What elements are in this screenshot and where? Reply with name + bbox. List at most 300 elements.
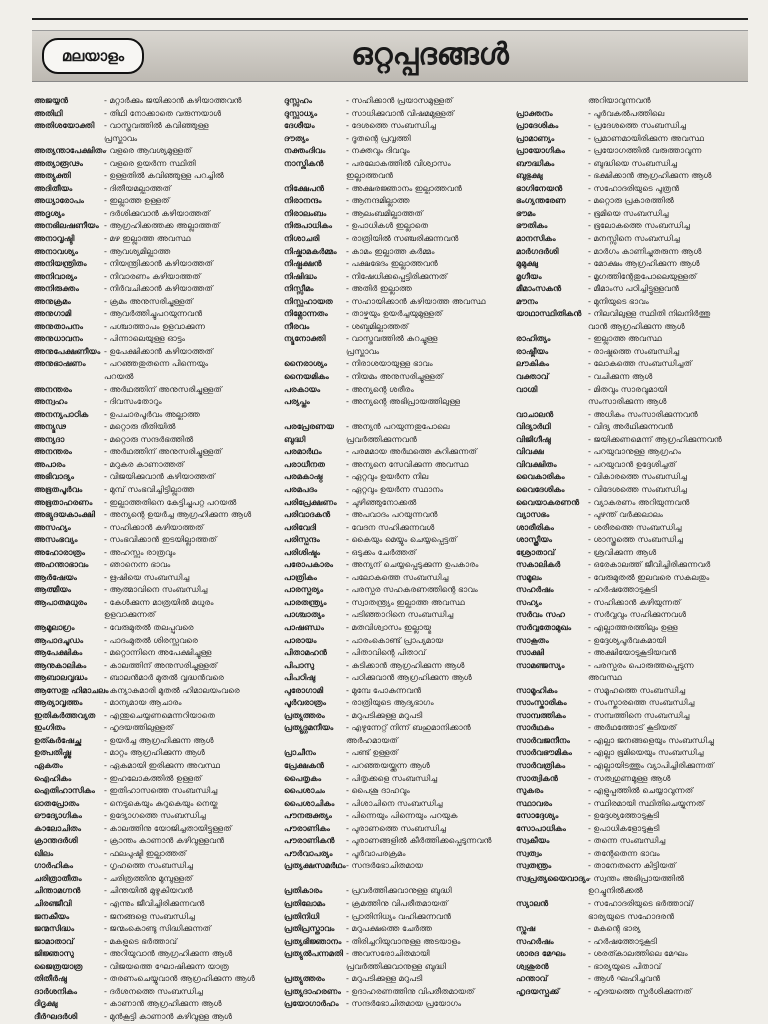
- glossary-entry: [284, 282, 510, 295]
- entry-definition: പറയൽ: [104, 371, 134, 382]
- entry-headword: അഭൂതപൂർവം: [34, 483, 83, 494]
- entry-definition: - പ്രമാണമായിരിക്കുന്ന അവസ്ഥ: [588, 132, 705, 143]
- entry-headword: ഐഹികം: [34, 772, 72, 783]
- entry-headword: ഉത്പതിഷ്ണു: [34, 747, 72, 758]
- glossary-entry: [516, 420, 752, 433]
- entry-headword: നിസ്സഹായത: [284, 295, 333, 306]
- entry-headword: പ്രേക്ഷകൻ: [284, 759, 325, 770]
- glossary-entry: [516, 445, 752, 458]
- glossary-entry: [516, 157, 752, 170]
- entry-definition: - പറഞ്ഞയയ്ക്കുന്ന ആൾ: [346, 759, 430, 770]
- entry-headword: അത്യന്താപേക്ഷിതം: [34, 145, 106, 156]
- glossary-entry: [34, 797, 278, 810]
- glossary-entry: [516, 132, 752, 145]
- entry-definition: - എന്നും ജീവിച്ചിരിക്കുന്നവൻ: [104, 898, 205, 908]
- entry-definition: - സംസ്കാരത്തെ സംബന്ധിച്ച: [588, 697, 695, 708]
- entry-definition: - നിയന്ത്രിക്കാൻ കഴിയാത്തത്: [104, 258, 213, 269]
- entry-headword: പ്രത്യുൽപന്നമതി: [284, 948, 343, 959]
- glossary-entry: [34, 809, 278, 822]
- entry-headword: അഹോരാത്രം: [34, 546, 85, 557]
- glossary-entry: [34, 144, 278, 157]
- entry-headword: ഗാർഹികം: [34, 860, 73, 871]
- glossary-entry: [284, 295, 510, 308]
- entry-definition: - ക്രാന്തം കാണാൻ കഴിവുള്ളവൻ: [104, 835, 225, 846]
- glossary-entry: [284, 107, 510, 120]
- glossary-entry: [34, 784, 278, 797]
- entry-headword: അതിശയോക്തി: [34, 120, 95, 131]
- entry-definition: - ചുഴിഞ്ഞുനോക്കൽ: [346, 496, 417, 507]
- entry-headword: നിസ്സീമം: [284, 283, 314, 294]
- entry-definition: - ചരിത്രത്തിനു മുമ്പുള്ളത്: [104, 872, 193, 883]
- entry-definition: - ദിവസംതോറും: [104, 396, 162, 407]
- entry-definition: - മറുപടിക്കുള്ള മറുപടി: [346, 973, 423, 984]
- entry-headword: ഹൃദയസ്പൃക്ക്: [516, 985, 560, 996]
- entry-definition: - അർഥത്തിന് അനുസരിച്ചുള്ളത്: [104, 446, 222, 457]
- entry-headword: [284, 345, 346, 358]
- glossary-entry: [34, 395, 278, 408]
- glossary-entry: [284, 383, 510, 396]
- entry-headword: സർവം സഹ: [516, 609, 566, 620]
- glossary-entry: [34, 245, 278, 258]
- glossary-entry: [284, 671, 510, 684]
- entry-definition: - ആവർത്തിച്ചുപറയുന്നവൻ: [104, 308, 203, 319]
- glossary-entry: [284, 922, 510, 935]
- entry-definition: - സഹോദരിയുടെ ഭർത്താവ്/: [588, 898, 694, 908]
- entry-definition: പ്രസ്താവം: [346, 345, 380, 356]
- entry-definition: - സംഭവിക്കാൻ ഇടയില്ലാത്തത്: [104, 534, 217, 545]
- entry-headword: സഹർഷം: [516, 584, 554, 595]
- entry-definition: - ഏറ്റവും ഉയർന്ന നില: [346, 471, 429, 482]
- entry-headword: പ്രയോഗാർഹം: [284, 998, 339, 1009]
- glossary-entry: [284, 972, 510, 985]
- entry-definition: - പരസ്പര സഹകരണത്തിന്റെ ഭാവം: [346, 584, 478, 595]
- entry-definition: - ഉള്ളതിൽ കവിഞ്ഞുള്ള പറച്ചിൽ: [104, 170, 224, 181]
- glossary-entry: [516, 872, 752, 885]
- entry-headword: ദുസ്സഹം: [284, 95, 313, 105]
- entry-definition: - കാലത്തിനു യോജിച്ചതായിട്ടുള്ളത്: [104, 822, 232, 833]
- entry-headword: നിരാലംബം: [284, 207, 327, 218]
- entry-headword: അഹന്താഭാവം: [34, 559, 89, 570]
- entry-definition: - വികാരത്തെ സംബന്ധിച്ച: [588, 471, 687, 482]
- entry-headword: പിതാമഹൻ: [284, 647, 327, 658]
- entry-definition: പ്രവർത്തിക്കുവാനുള്ള ബുദ്ധി: [346, 960, 447, 971]
- glossary-entry: [34, 332, 278, 345]
- glossary-entry: [34, 734, 278, 747]
- glossary-entry: [516, 746, 752, 759]
- glossary-entry: [34, 533, 278, 546]
- entry-headword: ഭൗമം: [516, 207, 536, 218]
- glossary-entry: [516, 357, 752, 370]
- entry-headword: [516, 910, 588, 923]
- entry-definition: - ഒരേകാലത്ത് ജീവിച്ചിരിക്കുന്നവർ: [588, 559, 711, 570]
- entry-headword: മൃഗീയം: [516, 270, 542, 281]
- entry-headword: [34, 370, 104, 383]
- entry-definition: - മിതവും സാരവുമായി: [588, 383, 668, 394]
- entry-headword: അനിരുക്തം: [34, 283, 79, 294]
- entry-definition: - ബാലൻമാർ മുതൽ വൃദ്ധൻവരെ: [104, 672, 224, 683]
- entry-definition: - ക്രമത്തിനു വിപരീതമായത്: [346, 898, 448, 908]
- glossary-entry: [284, 207, 510, 220]
- entry-headword: ജൈത്രയാത്ര: [34, 960, 83, 971]
- entry-headword: ഉത്കർഷേച്ഛു: [34, 734, 82, 745]
- glossary-entry: [516, 470, 752, 483]
- glossary-entry: [34, 646, 278, 659]
- glossary-entry: [516, 194, 752, 207]
- entry-headword: പ്രത്യുത്തരം: [284, 709, 325, 720]
- entry-definition: - സഹിക്കാൻ കഴിയുന്നത്: [588, 596, 681, 607]
- entry-definition: - ആനന്ദമില്ലാത്ത: [346, 195, 410, 206]
- glossary-entry: [284, 608, 510, 621]
- entry-headword: ആനുകാലികം: [34, 659, 87, 670]
- entry-headword: സ്ഥാവരം: [516, 797, 553, 808]
- entry-definition: - ഹർഷത്തോടുകൂടി: [588, 935, 657, 946]
- page-title: ഒറ്റപ്പദങ്ങൾ: [351, 36, 509, 72]
- entry-headword: [284, 408, 346, 421]
- entry-definition: - നെടുകെയും കുറുകെയും നെയ്ത: [104, 797, 218, 808]
- entry-definition: - മനസ്സിനെ സംബന്ധിച്ച: [588, 233, 680, 244]
- glossary-entry: [34, 571, 278, 584]
- entry-headword: അനുക്രമം: [34, 295, 71, 306]
- entry-definition: - അവസരോചിതമായി: [346, 948, 430, 959]
- entry-definition: - ഭൂലോകത്തെ സംബന്ധിച്ച: [588, 220, 690, 231]
- glossary-entry: [34, 834, 278, 847]
- entry-headword: പൈതൃകം: [284, 772, 322, 783]
- glossary-entry: [516, 646, 752, 659]
- entry-definition: - താഴ്ചയും ഉയർച്ചയുമുള്ളത്: [346, 308, 443, 319]
- glossary-entry: [516, 144, 752, 157]
- entry-definition: - പ്രയോഗത്തിൽ വരുത്താവുന്ന: [588, 145, 702, 156]
- entry-definition: - എല്ലാത്തരത്തിലും ഉള്ള: [588, 621, 678, 632]
- entry-definition: പ്രസ്താവം: [104, 132, 138, 143]
- glossary-entry: [284, 345, 510, 358]
- glossary-entry: [34, 859, 278, 872]
- entry-definition: - തിഥി നോക്കാതെ വരുന്നയാൾ: [104, 107, 222, 118]
- entry-definition: - തിരിച്ചറിയുവാനുള്ള അടയാളം: [346, 935, 461, 946]
- entry-headword: പരാധീനത: [284, 458, 325, 469]
- entry-headword: പ്രതിലോമം: [284, 898, 326, 908]
- entry-definition: - കേൾക്കുന്ന മാത്രയിൽ മധുരം: [104, 596, 214, 607]
- entry-headword: അനന്തരം: [34, 446, 72, 457]
- entry-definition: - ഉദ്ദേശ്യത്തോടുകൂടി: [588, 810, 660, 821]
- entry-definition: - ആൾ ഘഹിച്ചവൻ: [588, 973, 661, 984]
- entry-headword: സമൂലം: [516, 571, 542, 582]
- entry-headword: നിക്ഷേപൻ: [284, 182, 325, 193]
- glossary-entry: [284, 772, 510, 785]
- entry-headword: ആബാലവൃദ്ധം: [34, 672, 88, 683]
- entry-definition: - തരണംചെയ്യുവാൻ ആഗ്രഹിക്കുന്ന ആൾ: [104, 973, 255, 984]
- glossary-entry: [284, 257, 510, 270]
- entry-headword: ജിജ്ഞാസു: [34, 948, 74, 959]
- entry-definition: - ഇതിഹാസത്തെ സംബന്ധിച്ച: [104, 785, 218, 796]
- glossary-entry: [284, 834, 510, 847]
- entry-headword: ക്രാന്തദർശി: [34, 835, 78, 846]
- entry-definition: - മീമാംസ പഠിച്ചിട്ടുള്ളവൻ: [588, 283, 680, 294]
- entry-definition: - ദർശനത്തെ സംബന്ധിച്ച: [104, 985, 203, 996]
- entry-definition: - പ്രവർത്തിക്കുവാനുള്ള ബുദ്ധി: [346, 885, 452, 896]
- entry-definition: - പടിഞ്ഞാറിനെ സംബന്ധിച്ച: [346, 609, 454, 620]
- entry-headword: പൗനരുക്ത്യം: [284, 810, 332, 821]
- entry-headword: സാത്വികൻ: [516, 772, 558, 783]
- glossary-entry: [516, 947, 752, 960]
- entry-headword: പരമകാഷ്ഠ: [284, 471, 323, 482]
- entry-headword: സാർവജനീനം: [516, 734, 570, 745]
- entry-headword: പ്രതികാരം: [284, 885, 323, 896]
- entry-headword: ശാരദ മേഘം: [516, 948, 566, 959]
- entry-headword: പൗർവാപര്യം: [284, 847, 333, 858]
- entry-headword: നക്തംദിവം: [284, 145, 326, 156]
- entry-headword: [284, 734, 346, 747]
- glossary-entry: [284, 709, 510, 722]
- glossary-entry: [34, 872, 278, 885]
- entry-definition: - നക്തവും ദിവവും: [346, 145, 410, 156]
- entry-definition: - പിതൃക്കളെ സംബന്ധിച്ച: [346, 772, 438, 783]
- glossary-entry: [516, 621, 752, 634]
- entry-headword: പിപഠിഷു: [284, 672, 316, 683]
- entry-headword: യാഥാസ്ഥിതികൻ: [516, 308, 582, 319]
- glossary-entry: [284, 182, 510, 195]
- glossary-entry: [284, 445, 510, 458]
- entry-headword: അധ്യാരോപം: [34, 195, 84, 206]
- entry-definition: - പക്ഷഭേദം ഇല്ലാത്തവൻ: [346, 258, 438, 269]
- glossary-entry: [34, 910, 278, 923]
- entry-definition: [346, 872, 510, 885]
- entry-definition: - ഇല്ലാത്ത അവസ്ഥ: [588, 333, 662, 344]
- glossary-columns: [0, 94, 768, 1019]
- entry-headword: പൈശാചം: [284, 785, 325, 796]
- entry-headword: [516, 671, 588, 684]
- entry-definition: - പശ്ചാത്താപം ഉളവാക്കുന്ന: [104, 320, 205, 331]
- entry-headword: അനന്തരം: [34, 383, 72, 394]
- entry-definition: - അന്യന്റെ ശരീരം: [346, 383, 414, 394]
- glossary-entry: [284, 884, 510, 897]
- entry-definition: - സമ്പത്തിനെ സംബന്ധിച്ച: [588, 709, 690, 720]
- entry-definition: - വിദ്യ അർഥിക്കുന്നവൻ: [588, 421, 673, 432]
- entry-definition: - പൈശൂ ദാഹവും: [346, 785, 410, 796]
- glossary-entry: [516, 985, 752, 998]
- glossary-entry: [516, 960, 752, 973]
- glossary-entry: [516, 784, 752, 797]
- entry-headword: അസംഭവ്യം: [34, 534, 78, 545]
- entry-headword: മീമാംസകൻ: [516, 283, 562, 294]
- glossary-entry: [34, 107, 278, 120]
- entry-definition: - സ്വാതന്ത്ര്യം ഇല്ലാത്ത അവസ്ഥ: [346, 596, 465, 607]
- glossary-entry: [516, 847, 752, 860]
- glossary-entry: [284, 734, 510, 747]
- entry-headword: അനാവൃഷ്ടി: [34, 233, 75, 244]
- entry-definition: - ഹൃദയത്തിലുള്ളത്: [104, 722, 174, 733]
- entry-headword: [34, 132, 104, 145]
- entry-headword: അന്യദാ: [34, 433, 65, 444]
- entry-definition: [346, 408, 510, 421]
- entry-headword: [284, 169, 346, 182]
- entry-headword: അജയ്യൻ: [34, 95, 69, 105]
- entry-definition: - സഹിക്കാൻ പ്രയാസമുള്ളത്: [346, 95, 453, 105]
- entry-headword: പാരസ്പര്യം: [284, 584, 324, 595]
- entry-headword: ബുദ്ധി: [284, 433, 306, 444]
- entry-headword: [516, 395, 588, 408]
- glossary-entry: [284, 784, 510, 797]
- entry-definition: - കാലത്തിന് അനുസരിച്ചുള്ളത്: [104, 659, 218, 670]
- glossary-entry: [34, 721, 278, 734]
- glossary-entry: [284, 332, 510, 345]
- glossary-entry: [284, 357, 510, 370]
- entry-definition: - മുമ്പേ പോകുന്നവൻ: [346, 684, 422, 695]
- entry-headword: ഏകതം: [34, 759, 63, 770]
- entry-definition: - ഹൃദയത്തെ സ്പർശിക്കുന്നത്: [588, 985, 692, 996]
- glossary-entry: [34, 94, 278, 107]
- glossary-entry: [284, 596, 510, 609]
- glossary-entry: [516, 219, 752, 232]
- entry-definition: ഉളവാക്കുന്നത്: [104, 609, 156, 620]
- glossary-entry: [516, 696, 752, 709]
- entry-headword: സാക്ഷി: [516, 647, 545, 658]
- entry-headword: അനുതാപനം: [34, 320, 83, 331]
- glossary-entry: [34, 997, 278, 1010]
- entry-headword: അഭ്യുദയകാംക്ഷി: [34, 509, 96, 520]
- entry-headword: അനഭിലഷണീയം: [34, 220, 99, 231]
- entry-definition: - വളരെ ആവശ്യമുള്ളത്: [104, 145, 192, 156]
- glossary-entry: [34, 935, 278, 948]
- entry-definition: - പരമമായ അർഥത്തെ കുറിക്കുന്നത്: [346, 446, 477, 457]
- glossary-entry: [516, 395, 752, 408]
- entry-definition: ഭാര്യയുടെ സഹോദരൻ: [588, 910, 675, 921]
- glossary-entry: [516, 207, 752, 220]
- glossary-entry: [284, 822, 510, 835]
- entry-definition: - പുരാണങ്ങളിൽ കീർത്തിക്കപ്പെടുന്നവൻ: [346, 835, 492, 846]
- glossary-entry: [34, 897, 278, 910]
- glossary-entry: [284, 420, 510, 433]
- entry-headword: അനിവാര്യം: [34, 270, 78, 281]
- entry-headword: [284, 960, 346, 973]
- entry-headword: നീരവം: [284, 320, 310, 331]
- glossary-entry: [34, 257, 278, 270]
- glossary-entry: [34, 370, 278, 383]
- glossary-entry: [34, 772, 278, 785]
- glossary-entry: [284, 797, 510, 810]
- glossary-entry: [284, 132, 510, 145]
- glossary-entry: [34, 709, 278, 722]
- entry-definition: - തന്റേതെന്ന ഭാവം: [588, 847, 660, 858]
- glossary-entry: [516, 332, 752, 345]
- entry-headword: അന്വഹം: [34, 396, 68, 407]
- entry-headword: സർവ്വതോമുഖം: [516, 621, 572, 632]
- entry-headword: ശ്വശുരൻ: [516, 960, 549, 971]
- entry-definition: - മറ്റൊന്നിനെ അപേക്ഷിച്ചുള്ള: [104, 647, 212, 658]
- glossary-entry: [34, 483, 278, 496]
- entry-headword: സാമൂഹികം: [516, 684, 558, 695]
- entry-headword: പ്രാചീനം: [284, 747, 316, 758]
- entry-definition: - ഇഹലോകത്തിൽ ഉള്ളത്: [104, 772, 202, 783]
- entry-headword: സോപാധികം: [516, 822, 566, 833]
- glossary-entry: [516, 433, 752, 446]
- glossary-entry: [34, 169, 278, 182]
- entry-definition: - ഉപാധികളോടുകൂടി: [588, 822, 660, 833]
- entry-headword: സാമഞ്ജസ്യം: [516, 659, 565, 670]
- glossary-entry: [284, 157, 510, 170]
- entry-definition: - മഴ ഇല്ലാത്ത അവസ്ഥ: [104, 233, 191, 244]
- glossary-entry: [284, 270, 510, 283]
- glossary-entry: [284, 847, 510, 860]
- entry-definition: - സഹോദരിയുടെ പുത്രൻ: [588, 182, 680, 193]
- glossary-entry: [34, 119, 278, 132]
- entry-definition: - മറ്റാർക്കും ജയിക്കാൻ കഴിയാത്തവൻ: [104, 95, 242, 105]
- entry-definition: - ദർശിക്കുവാൻ കഴിയാത്തത്: [104, 207, 210, 218]
- entry-definition: - ദിതീയമല്ലാത്തത്: [104, 182, 171, 193]
- entry-headword: കാലോചിതം: [34, 822, 82, 833]
- entry-definition: - വിജയത്തെ ഘോഷിക്കുന്ന യാത്ര: [104, 960, 229, 971]
- entry-definition: - ജന്മംകൊണ്ടു സിദ്ധിക്കുന്നത്: [104, 923, 211, 934]
- entry-definition: - പൂർവകൽപത്തിലെ: [588, 107, 665, 118]
- glossary-entry: [516, 659, 752, 672]
- glossary-entry: [34, 847, 278, 860]
- entry-definition: - പാരംകൊണ്ട് പ്രാപ്യമായ: [346, 634, 444, 645]
- entry-definition: - സത്വഗുണമുള്ള ആൾ: [588, 772, 671, 783]
- entry-definition: - തന്നെ സംബന്ധിച്ച: [588, 835, 666, 846]
- entry-definition: - ബുദ്ധിയെ സംബന്ധിച്ച: [588, 157, 678, 168]
- entry-headword: അനുധാവനം: [34, 333, 83, 344]
- entry-headword: [34, 608, 104, 621]
- entry-definition: - ഭക്ഷിക്കാൻ ആഗ്രഹിക്കുന്ന ആൾ: [588, 170, 712, 181]
- entry-definition: - മുൻകൂട്ടി കാണാൻ കഴിവുള്ള ആൾ: [104, 1010, 233, 1021]
- entry-headword: അനുഭാഷണം: [34, 358, 86, 369]
- entry-definition: - കുടിക്കാൻ ആഗ്രഹിക്കുന്ന ആൾ: [346, 659, 465, 670]
- entry-definition: - പരസ്പരം പൊരുത്തപ്പെടുന്ന: [588, 659, 694, 670]
- entry-definition: - സർവ്വവും സഹിക്കുന്നവൾ: [588, 609, 687, 620]
- entry-headword: അനിയന്ത്രിതം: [34, 258, 87, 269]
- entry-headword: പുരോഗാമി: [284, 684, 324, 695]
- entry-definition: - ഗൃഹത്തെ സംബന്ധിച്ച: [104, 860, 194, 871]
- glossary-entry: [34, 207, 278, 220]
- entry-definition: - മൃഗത്തിന്റേതുപോലെയുള്ളത്: [588, 270, 697, 281]
- glossary-entry: [284, 696, 510, 709]
- entry-headword: ജാമാതാവ്: [34, 935, 74, 946]
- glossary-entry: [516, 897, 752, 910]
- glossary-entry: [516, 634, 752, 647]
- entry-headword: അപാരം: [34, 458, 66, 469]
- entry-headword: രാഷ്ട്രീയം: [516, 345, 549, 356]
- entry-definition: - വളരെ ഉയർന്ന സ്ഥിതി: [104, 157, 196, 168]
- entry-definition: - അന്യന്റെ അഭിപ്രായത്തിലുള്ള: [346, 396, 461, 407]
- entry-headword: അഭൂതാഹരണം: [34, 496, 93, 507]
- glossary-entry: [284, 859, 510, 872]
- glossary-entry: [516, 270, 752, 283]
- entry-headword: മൗനം: [516, 295, 538, 306]
- entry-headword: പരോപകാരം: [284, 559, 334, 570]
- entry-definition: - വാസ്തവത്തിൽ കുറച്ചുള്ള: [346, 333, 438, 344]
- glossary-column-2: [284, 94, 510, 1010]
- entry-definition: - ആത്മാവിനെ സംബന്ധിച്ച: [104, 584, 208, 595]
- glossary-entry: [516, 408, 752, 421]
- entry-headword: പ്രതിപ്രസ്താവം: [284, 923, 335, 934]
- glossary-entry: [516, 370, 752, 383]
- entry-definition: പ്രവർത്തിക്കുന്നവൻ: [346, 433, 417, 444]
- entry-definition: - അപവാദം പറയുന്നവൻ: [346, 509, 438, 520]
- glossary-entry: [516, 571, 752, 584]
- entry-definition: - വചിക്കുന്ന ആൾ: [588, 371, 653, 382]
- glossary-entry: [516, 972, 752, 985]
- entry-headword: ദുസ്സാധ്യം: [284, 107, 318, 118]
- entry-definition: - ഉപേക്ഷിക്കാൻ കഴിയാത്തത്: [104, 345, 214, 356]
- entry-definition: - പറയുവാൻ ഉദ്ദേശിച്ചത്: [588, 458, 676, 469]
- entry-definition: - ലോകത്തെ സംബന്ധിച്ചത്: [588, 358, 692, 369]
- glossary-entry: [516, 822, 752, 835]
- glossary-entry: [34, 132, 278, 145]
- entry-headword: ചിന്താമഗ്നൻ: [34, 885, 81, 896]
- entry-headword: പാശ്ചാത്യം: [284, 609, 325, 620]
- glossary-entry: [516, 94, 752, 107]
- entry-headword: [516, 94, 588, 107]
- entry-definition: - പഠിക്കുവാൻ ആഗ്രഹിക്കുന്ന ആൾ: [346, 672, 472, 683]
